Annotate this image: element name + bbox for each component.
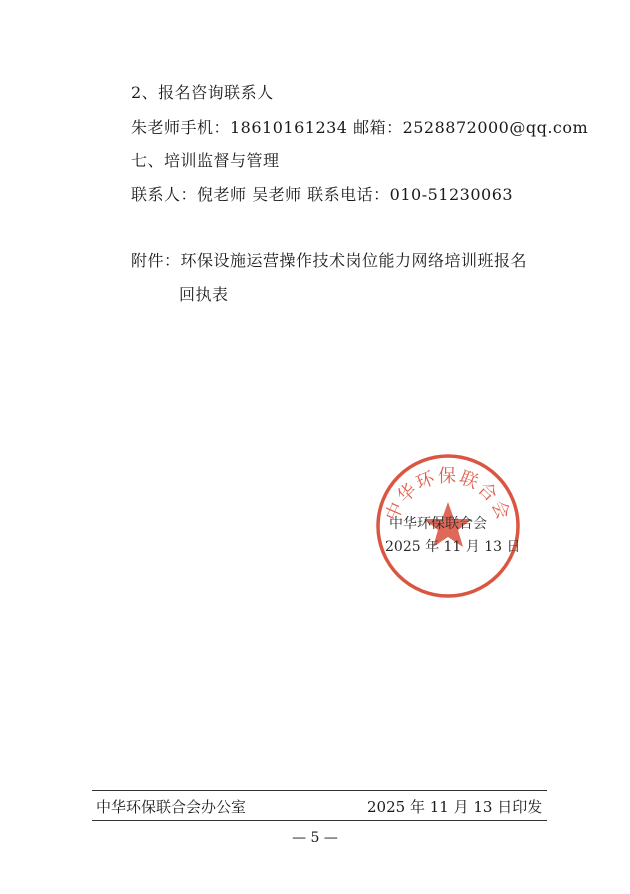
signature-date: 2025 年 11 月 13 日 bbox=[385, 539, 521, 555]
attachment-line-1: 附件：环保设施运营操作技术岗位能力网络培训班报名 bbox=[131, 251, 528, 270]
footer-issue-date: 2025 年 11 月 13 日印发 bbox=[367, 798, 543, 816]
footer-issuer: 中华环保联合会办公室 bbox=[96, 798, 247, 816]
footer-bottom-rule bbox=[92, 820, 547, 821]
contact-line-ni-wu: 联系人：倪老师 吴老师 联系电话：010-51230063 bbox=[131, 185, 514, 204]
attachment-line-2: 回执表 bbox=[179, 285, 229, 304]
seal-text: 中华环保联合会 bbox=[381, 466, 515, 525]
contact-heading: 2、报名咨询联系人 bbox=[131, 83, 274, 102]
signature-org: 中华环保联合会 bbox=[389, 516, 487, 532]
contact-line-zhu: 朱老师手机：18610161234 邮箱：2528872000@qq.com bbox=[131, 118, 589, 137]
section-heading-supervision: 七、培训监督与管理 bbox=[131, 151, 280, 170]
footer-top-rule bbox=[92, 790, 547, 791]
page-number: — 5 — bbox=[292, 830, 338, 846]
